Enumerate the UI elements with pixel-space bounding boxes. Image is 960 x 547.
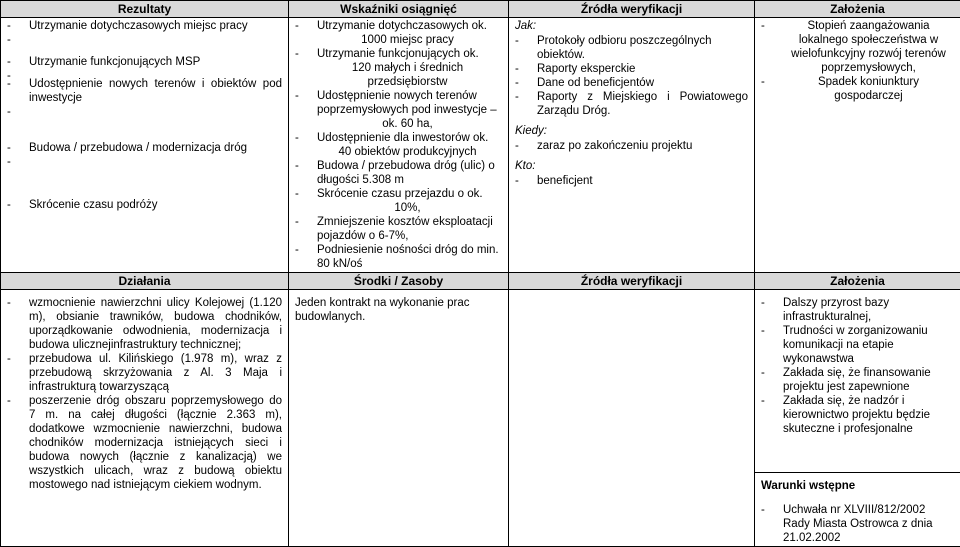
rezultat-item: - Budowa / przebudowa / modernizacja dróg bbox=[7, 141, 282, 155]
rezultat-item: - Utrzymanie funkcjonujących MSP bbox=[7, 55, 282, 69]
rezultat-item: - Udostępnienie nowych terenów i obiektów pod inwestycje bbox=[7, 77, 282, 105]
wskaznik-item: - Podniesienie nośności dróg do min. 80 kN/oś bbox=[295, 243, 502, 271]
zalozenie-item: - Zakłada się, że finansowanie projektu jest zapewnione bbox=[761, 366, 954, 394]
kto-label: Kto: bbox=[515, 160, 536, 172]
warunki-section bbox=[755, 472, 960, 545]
header-wskazniki: Wskaźniki osiągnięć bbox=[289, 1, 509, 18]
wskaznik-item: - Skrócenie czasu przejazdu o ok. 10%, bbox=[295, 187, 502, 215]
jak-item: - Protokoły odbioru poszczególnych obiektów. bbox=[515, 34, 748, 62]
header-srodki: Środki / Zasoby bbox=[289, 273, 509, 290]
wskaznik-item: - Udostępnienie nowych terenów poprzemysłowych pod inwestycje – ok. 60 ha, bbox=[295, 89, 502, 131]
zrodla-cell bbox=[509, 18, 755, 273]
wskaznik-item: - Utrzymanie dotychczasowych ok. 1000 miejsc pracy bbox=[295, 19, 502, 47]
jak-label: Jak: bbox=[515, 20, 537, 32]
zalozenie-item: - Dalszy przyrost bazy infrastrukturalnej, bbox=[761, 296, 954, 324]
rezultat-item: - Skrócenie czasu podróży bbox=[7, 198, 282, 212]
warunki-title: Warunki wstępne bbox=[761, 480, 856, 492]
zalozenia-bottom-cell bbox=[755, 290, 960, 547]
results-row bbox=[1, 18, 960, 273]
kiedy-item: - zaraz po zakończeniu projektu bbox=[515, 139, 748, 153]
zalozenie-item: - Trudności w zorganizowaniu komunikacji na etapie wykonawstwa bbox=[761, 324, 954, 366]
header-row-actions bbox=[1, 273, 960, 290]
rezultat-item: - Utrzymanie dotychczasowych miejsc pracy bbox=[7, 19, 282, 33]
header-zrodla: Źródła weryfikacji bbox=[509, 1, 755, 18]
rezultaty-cell bbox=[1, 18, 289, 273]
jak-item: - Raporty z Miejskiego i Powiatowego Zarządu Dróg. bbox=[515, 90, 748, 118]
zalozenie-item: - Stopień zaangażowania lokalnego społeczeństwa w wielofunkcyjny rozwój terenów poprzemysłowych, bbox=[761, 19, 954, 75]
wskaznik-item: - Udostępnienie dla inwestorów ok. 40 obiektów produkcyjnych bbox=[295, 131, 502, 159]
zrodla-bottom-cell bbox=[509, 290, 755, 547]
dzialania-cell bbox=[1, 290, 289, 547]
kiedy-label: Kiedy: bbox=[515, 125, 547, 137]
jak-item: - Raporty eksperckie bbox=[515, 62, 748, 76]
header-row-results bbox=[1, 1, 960, 18]
kto-item: - beneficjent bbox=[515, 174, 748, 188]
actions-row bbox=[1, 290, 960, 547]
header-rezultaty: Rezultaty bbox=[1, 1, 289, 18]
wskazniki-cell bbox=[289, 18, 509, 273]
dzialanie-item: - wzmocnienie nawierzchni ulicy Kolejowej (1.120 m), obsianie trawników, budowa chodników, uporządkowanie odwodnienia, modernizacja i budowa ulicznejinfrastruktury technicznej; bbox=[7, 296, 282, 352]
srodki-cell bbox=[289, 290, 509, 547]
zalozenia-top-cell bbox=[755, 18, 960, 273]
dzialanie-item: - poszerzenie dróg obszaru poprzemysłowego do 7 m. na całej długości (łącznie 2.363 m), dodatkowe wzmocnienie nawierzchni, budowa chodników modernizacja istniejących sieci i budowa nowych (łącznie z kanalizacją) we wszystkich ulicach, wraz z budową obiektu mostowego nad istniejącym ciekiem wodnym. bbox=[7, 394, 282, 492]
header-zalozenia-2: Założenia bbox=[755, 273, 960, 290]
jak-item: - Dane od beneficjentów bbox=[515, 76, 748, 90]
zalozenie-item: - Spadek koniunktury gospodarczej bbox=[761, 75, 954, 103]
header-zalozenia: Założenia bbox=[755, 1, 960, 18]
zalozenie-item: - Zakłada się, że nadzór i kierownictwo projektu będzie skuteczne i profesjonalne bbox=[761, 394, 954, 436]
header-zrodla-2: Źródła weryfikacji bbox=[509, 273, 755, 290]
wskaznik-item: - Budowa / przebudowa dróg (ulic) o długości 5.308 m bbox=[295, 159, 502, 187]
dzialanie-item: - przebudowa ul. Kilińskiego (1.978 m), wraz z przebudową skrzyżowania z Al. 3 Maja i infrastrukturą towarzyszącą bbox=[7, 352, 282, 394]
warunek-item: - Uchwała nr XLVIII/812/2002 Rady Miasta Ostrowca z dnia 21.02.2002 bbox=[761, 503, 954, 545]
srodki-text: Jeden kontrakt na wykonanie prac budowlanych. bbox=[295, 297, 470, 323]
wskaznik-item: - Utrzymanie funkcjonujących ok. 120 małych i średnich przedsiębiorstw bbox=[295, 47, 502, 89]
wskaznik-item: - Zmniejszenie kosztów eksploatacji pojazdów o 6-7%, bbox=[295, 215, 502, 243]
header-dzialania: Działania bbox=[1, 273, 289, 290]
